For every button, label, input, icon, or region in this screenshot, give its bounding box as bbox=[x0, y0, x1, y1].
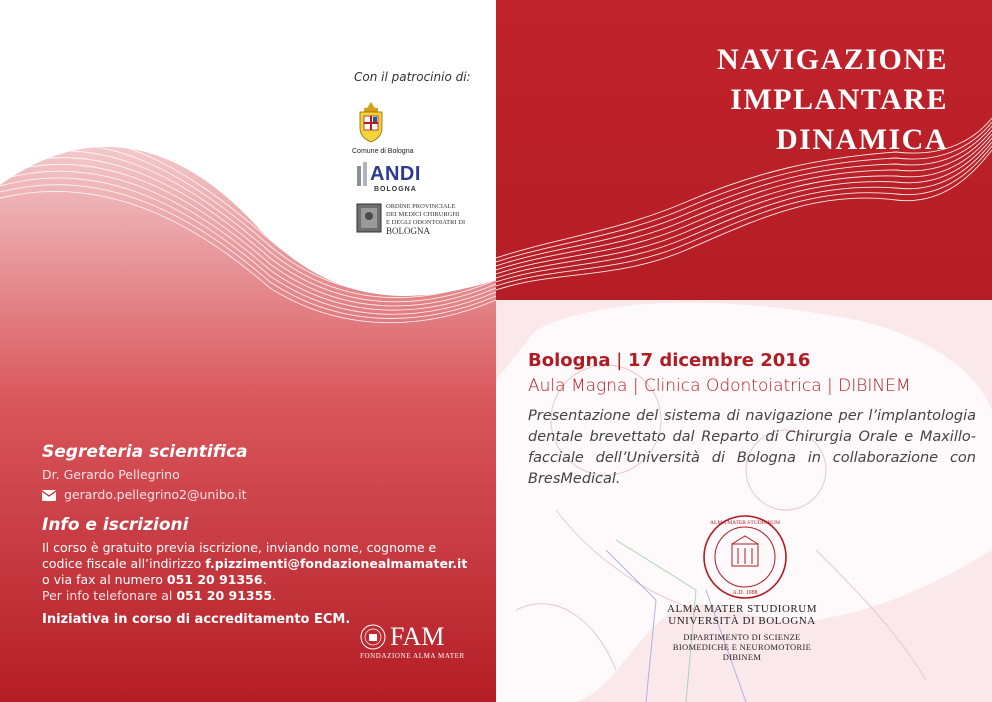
ordine-line2: DEI MEDICI CHIRURGHI bbox=[386, 211, 460, 218]
info-line4 bbox=[42, 588, 276, 604]
info-fax-number: 051 20 91356 bbox=[166, 572, 263, 587]
fam-logo bbox=[360, 622, 470, 672]
info-line1: Il corso è gratuito previa iscrizione, inviando nome, cognome e bbox=[42, 540, 437, 555]
event-venue: Aula Magna | Clinica Odontoiatrica | DIBINEM bbox=[528, 376, 911, 396]
fam-word: FAM bbox=[390, 622, 445, 651]
university-line2: UNIVERSITÀ DI BOLOGNA bbox=[668, 615, 816, 627]
seal-ring-text: ALMA MATER STUDIORUM bbox=[710, 520, 780, 526]
department-name bbox=[592, 632, 892, 662]
info-line3-suffix: . bbox=[262, 572, 267, 587]
department-line1: DIPARTIMENTO DI SCIENZE bbox=[683, 632, 801, 642]
info-line2 bbox=[42, 556, 467, 572]
comune-bologna-logo bbox=[352, 100, 422, 155]
patronage-label: Con il patrocinio di: bbox=[354, 70, 471, 84]
ordine-line4: BOLOGNA bbox=[386, 226, 430, 236]
ordine-logo bbox=[356, 203, 486, 235]
ordine-line1: ORDINE PROVINCIALE bbox=[386, 203, 456, 210]
event-city: Bologna bbox=[528, 350, 611, 371]
university-name bbox=[592, 603, 892, 627]
title-line2: IMPLANTARE bbox=[730, 83, 948, 116]
info-line3-prefix: o via fax al numero bbox=[42, 572, 167, 587]
comune-crest-icon bbox=[356, 100, 386, 144]
secretary-name: Dr. Gerardo Pellegrino bbox=[42, 467, 180, 482]
info-line4-suffix: . bbox=[272, 588, 277, 603]
envelope-icon bbox=[42, 490, 56, 501]
fam-sub: FONDAZIONE ALMA MATER bbox=[360, 652, 465, 660]
secretary-email[interactable]: gerardo.pellegrino2@unibo.it bbox=[64, 487, 247, 502]
info-phone-number: 051 20 91355 bbox=[176, 588, 273, 603]
fam-seal-icon bbox=[360, 624, 386, 650]
andi-sub: BOLOGNA bbox=[374, 186, 417, 193]
title-line3: DINAMICA bbox=[776, 123, 948, 156]
andi-name: ANDI bbox=[370, 163, 421, 185]
department-line3: DIBINEM bbox=[722, 652, 762, 662]
andi-towers-icon bbox=[356, 162, 370, 186]
university-seal-icon bbox=[702, 514, 788, 600]
university-line1: ALMA MATER STUDIORUM bbox=[667, 603, 817, 615]
title-line1: NAVIGAZIONE bbox=[717, 43, 948, 76]
date-line bbox=[528, 350, 810, 371]
info-line2-prefix: codice fiscale all’indirizzo bbox=[42, 556, 206, 571]
department-line2: BIOMEDICHE E NEUROMOTORIE bbox=[672, 642, 812, 652]
andi-logo bbox=[356, 162, 436, 193]
date-separator: | bbox=[616, 350, 623, 371]
ordine-emblem-icon bbox=[356, 203, 382, 233]
info-email-link[interactable]: f.pizzimenti@fondazionealmamater.it bbox=[205, 556, 468, 571]
secretary-heading: Segreteria scientifica bbox=[42, 442, 248, 462]
info-line3 bbox=[42, 572, 267, 588]
seal-year: A.D. 1088 bbox=[732, 590, 758, 596]
ecm-notice: Iniziativa in corso di accreditamento ECM. bbox=[42, 612, 351, 627]
event-date: 17 dicembre 2016 bbox=[628, 350, 811, 371]
event-description: Presentazione del sistema di navigazione per l’implantologia dentale brevettato dal Reparto di Chirurgia Orale e Maxillo-facciale dell’Università di Bologna in collaborazione con BresMedical. bbox=[528, 408, 976, 487]
front-panel bbox=[496, 0, 992, 702]
comune-label: Comune di Bologna bbox=[352, 148, 414, 155]
event-title bbox=[717, 40, 948, 160]
info-heading: Info e iscrizioni bbox=[42, 515, 189, 535]
info-line4-prefix: Per info telefonare al bbox=[42, 588, 177, 603]
secretary-email-row bbox=[42, 487, 247, 503]
ordine-text bbox=[386, 203, 465, 235]
ordine-line3: E DEGLI ODONTOIATRI DI bbox=[386, 219, 466, 226]
